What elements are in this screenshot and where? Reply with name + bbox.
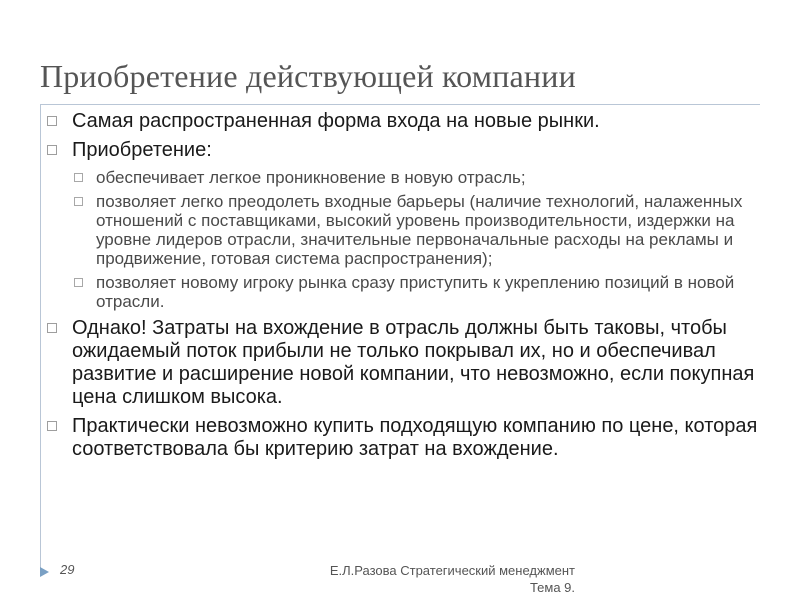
footer-caption [275, 562, 575, 596]
footer-author-line: Е.Л.Разова Стратегический менеджмент [329, 563, 575, 578]
sub-bullet-item [72, 192, 760, 268]
bullet-text: Приобретение: [72, 139, 212, 161]
square-bullet-icon [47, 421, 57, 431]
square-bullet-icon [74, 197, 83, 206]
bullet-list [40, 110, 760, 467]
sub-bullet-list [72, 168, 760, 311]
square-bullet-icon [47, 116, 57, 126]
square-bullet-icon [47, 323, 57, 333]
bullet-text: Однако! Затраты на вхождение в отрасль должны быть таковы, чтобы ожидаемый поток прибыли не только покрывал их, но и обеспечивал развитие и расширение новой компании, что невозможно, если покупная цена слишком высока. [72, 317, 755, 408]
bullet-text: Самая распространенная форма входа на новые рынки. [72, 110, 600, 132]
bullet-item [40, 139, 760, 311]
bullet-item [40, 317, 760, 409]
slide-title: Приобретение действующей компании [40, 58, 576, 94]
square-bullet-icon [74, 173, 83, 182]
bullet-item [40, 415, 760, 461]
footer-topic-line: Тема 9. [529, 580, 575, 595]
footer-triangle-icon [40, 567, 49, 577]
bullet-text: Практически невозможно купить подходящую компанию по цене, которая соответствовала бы критерию затрат на вхождение. [72, 415, 758, 460]
square-bullet-icon [74, 278, 83, 287]
page-number: 29 [60, 562, 75, 577]
sub-bullet-item [72, 273, 760, 311]
sub-bullet-text: позволяет легко преодолеть входные барьеры (наличие технологий, налаженных отношений с поставщиками, высокий уровень производительности, издержки на уровне лидеров отрасли, значительные первоначальные расходы на рекламы и продвижение, готовая система распространения); [96, 192, 743, 268]
sub-bullet-item [72, 168, 760, 187]
square-bullet-icon [47, 145, 57, 155]
title-divider [40, 104, 760, 105]
sub-bullet-text: позволяет новому игроку рынка сразу приступить к укреплению позиций в новой отрасли. [96, 273, 735, 311]
bullet-item [40, 110, 760, 133]
sub-bullet-text: обеспечивает легкое проникновение в новую отрасль; [96, 168, 526, 187]
